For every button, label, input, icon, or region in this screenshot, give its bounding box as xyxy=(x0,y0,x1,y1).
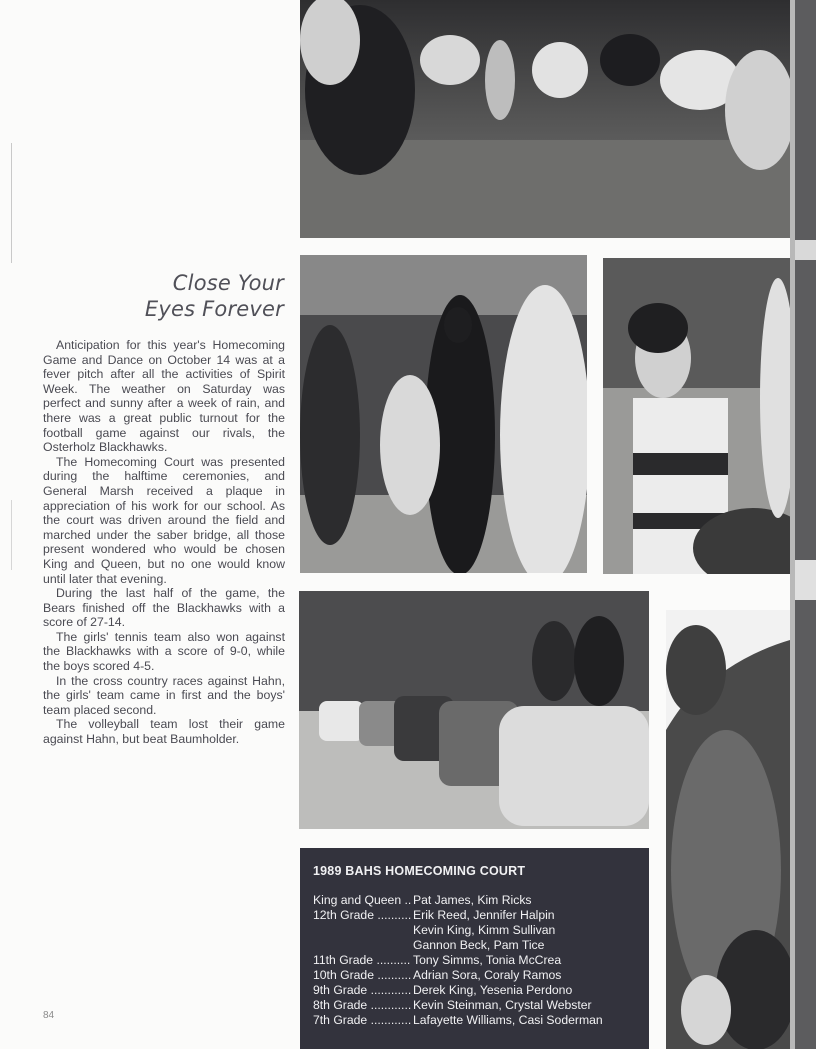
article-paragraph: The volleyball team lost their game against Hahn, but beat Baumholder. xyxy=(43,717,285,747)
article-body xyxy=(43,338,285,747)
court-row xyxy=(313,938,603,953)
court-row xyxy=(313,1013,603,1028)
court-names: Kevin King, Kimm Sullivan xyxy=(413,923,556,937)
article-paragraph: Anticipation for this year's Homecoming Game and Dance on October 14 was at a fever pitch after all the activities of Spirit Week. The weather on Saturday was perfect and sunny after a week of rain, and there was a great public turnout for the football game against our rivals, the Osterholz Blackhawks. xyxy=(43,338,285,455)
court-row xyxy=(313,893,603,908)
homecoming-court-box xyxy=(300,848,649,1049)
page-number: 84 xyxy=(43,1010,55,1021)
court-label: 11th Grade .......... xyxy=(313,953,411,967)
court-row xyxy=(313,983,603,998)
court-row xyxy=(313,953,603,968)
photo-facing-page-edge xyxy=(790,0,816,1049)
court-names: Lafayette Williams, Casi Soderman xyxy=(413,1013,603,1027)
article-paragraph: In the cross country races against Hahn, the girls' team came in first and the boys' team placed second. xyxy=(43,673,285,717)
margin-rule xyxy=(11,143,12,263)
photo-parade-cars xyxy=(299,591,649,829)
court-names: Tony Simms, Tonia McCrea xyxy=(413,953,562,967)
article-paragraph: During the last half of the game, the Bears finished off the Blackhawks with a score of 27-14. xyxy=(43,586,285,630)
court-row xyxy=(313,998,603,1013)
court-row xyxy=(313,923,603,938)
article-headline xyxy=(80,270,284,322)
court-list xyxy=(313,893,603,1028)
court-names: Pat James, Kim Ricks xyxy=(413,893,532,907)
court-names: Adrian Sora, Coraly Ramos xyxy=(413,968,562,982)
photo-football-game xyxy=(300,0,790,238)
headline-line: Eyes Forever xyxy=(144,297,284,321)
court-label xyxy=(313,938,413,953)
article-paragraph: The Homecoming Court was presented during the halftime ceremonies, and General Marsh received a plaque in appreciation of his work for our school. As the court was driven around the field and marched under the saber bridge, all those present wondered who would be chosen King and Queen, but no one would know until later that evening. xyxy=(43,454,285,586)
photo-homecoming-king-queen xyxy=(300,255,587,573)
photo-crowd-bleachers xyxy=(666,610,790,1049)
court-names: Erik Reed, Jennifer Halpin xyxy=(413,908,555,922)
court-label xyxy=(313,923,413,938)
court-label: King and Queen .. xyxy=(313,893,412,907)
headline-line: Close Your xyxy=(172,271,284,295)
court-label: 12th Grade .......... xyxy=(313,908,412,922)
court-row xyxy=(313,968,603,983)
court-label: 10th Grade .......... xyxy=(313,968,412,982)
margin-rule xyxy=(11,500,12,570)
court-label: 8th Grade ............ xyxy=(313,998,412,1012)
court-names: Derek King, Yesenia Perdono xyxy=(413,983,573,997)
court-label: 7th Grade ............ xyxy=(313,1013,412,1027)
article-paragraph: The girls' tennis team also won against the Blackhawks with a score of 9-0, while the boys scored 4-5. xyxy=(43,629,285,674)
photo-cheerleader xyxy=(603,258,790,574)
court-names: Kevin Steinman, Crystal Webster xyxy=(413,998,592,1012)
court-label: 9th Grade ............ xyxy=(313,983,412,997)
court-row xyxy=(313,908,603,923)
court-title: 1989 BAHS HOMECOMING COURT xyxy=(313,864,526,878)
court-names: Gannon Beck, Pam Tice xyxy=(413,938,545,952)
